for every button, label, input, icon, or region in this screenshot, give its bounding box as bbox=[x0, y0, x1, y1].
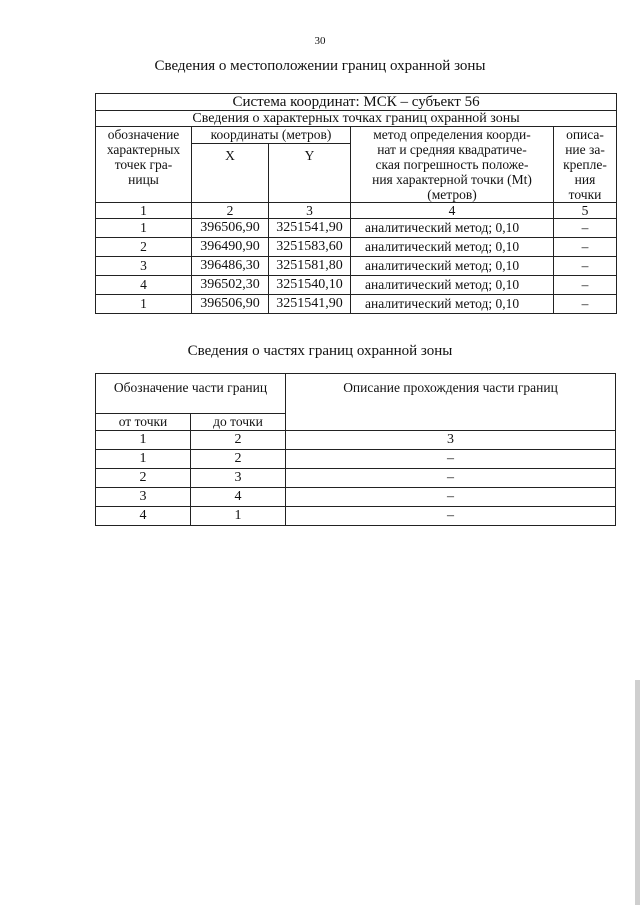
table-row bbox=[96, 219, 617, 238]
header-description: описа- ние за- крепле- ния точки bbox=[554, 127, 617, 203]
column-number: 2 bbox=[192, 203, 269, 219]
x-cell: 396490,90 bbox=[192, 238, 269, 257]
y-cell: 3251583,60 bbox=[269, 238, 351, 257]
section-title-boundaries: Сведения о местоположении границ охранной зоны bbox=[154, 58, 486, 74]
method-cell: аналитический метод; 0,10 bbox=[351, 295, 554, 314]
to-point-cell: 4 bbox=[191, 488, 286, 507]
to-point-cell: 2 bbox=[191, 450, 286, 469]
header-part-designation: Обозначение части границ bbox=[96, 374, 286, 414]
description-cell: – bbox=[554, 219, 617, 238]
y-cell: 3251581,80 bbox=[269, 257, 351, 276]
table-row bbox=[96, 257, 617, 276]
column-number: 3 bbox=[286, 431, 616, 450]
header-method: метод определения коорди- нат и средняя квадратиче- ская погрешность положе- ния характерной точки (Mt) (метров) bbox=[351, 127, 554, 203]
column-number: 4 bbox=[351, 203, 554, 219]
point-cell: 2 bbox=[96, 238, 192, 257]
y-cell: 3251540,10 bbox=[269, 276, 351, 295]
x-cell: 396506,90 bbox=[192, 295, 269, 314]
table-row bbox=[96, 431, 616, 450]
description-cell: – bbox=[554, 295, 617, 314]
table-subtitle: Сведения о характерных точках границ охранной зоны bbox=[96, 111, 617, 127]
description-cell: – bbox=[554, 276, 617, 295]
method-cell: аналитический метод; 0,10 bbox=[351, 238, 554, 257]
header-coordinates: координаты (метров) bbox=[192, 127, 351, 144]
method-cell: аналитический метод; 0,10 bbox=[351, 257, 554, 276]
table-row bbox=[96, 488, 616, 507]
from-point-cell: 4 bbox=[96, 507, 191, 526]
method-cell: аналитический метод; 0,10 bbox=[351, 276, 554, 295]
table-row bbox=[96, 295, 617, 314]
from-point-cell: 1 bbox=[96, 450, 191, 469]
point-cell: 4 bbox=[96, 276, 192, 295]
header-from-point: от точки bbox=[96, 414, 191, 431]
part-description-cell: – bbox=[286, 507, 616, 526]
x-cell: 396502,30 bbox=[192, 276, 269, 295]
table-row bbox=[96, 469, 616, 488]
y-cell: 3251541,90 bbox=[269, 295, 351, 314]
column-number: 2 bbox=[191, 431, 286, 450]
section-title-parts: Сведения о частях границ охранной зоны bbox=[187, 343, 453, 359]
column-number: 1 bbox=[96, 431, 191, 450]
description-cell: – bbox=[554, 238, 617, 257]
point-cell: 3 bbox=[96, 257, 192, 276]
column-number: 5 bbox=[554, 203, 617, 219]
page-number: 30 bbox=[314, 35, 326, 47]
boundary-parts-table bbox=[95, 373, 616, 526]
x-cell: 396506,90 bbox=[192, 219, 269, 238]
part-description-cell: – bbox=[286, 469, 616, 488]
from-point-cell: 3 bbox=[96, 488, 191, 507]
coord-system-label: Система координат: МСК – субъект 56 bbox=[96, 94, 617, 111]
part-description-cell: – bbox=[286, 450, 616, 469]
scan-edge-shadow bbox=[635, 680, 640, 905]
column-number: 3 bbox=[269, 203, 351, 219]
column-number: 1 bbox=[96, 203, 192, 219]
method-cell: аналитический метод; 0,10 bbox=[351, 219, 554, 238]
point-cell: 1 bbox=[96, 219, 192, 238]
part-description-cell: – bbox=[286, 488, 616, 507]
y-cell: 3251541,90 bbox=[269, 219, 351, 238]
from-point-cell: 2 bbox=[96, 469, 191, 488]
header-designation: обозначение характерных точек гра- ницы bbox=[96, 127, 192, 203]
table-row bbox=[96, 276, 617, 295]
point-cell: 1 bbox=[96, 295, 192, 314]
header-y: Y bbox=[269, 143, 351, 202]
header-part-description: Описание прохождения части границ bbox=[286, 374, 616, 431]
description-cell: – bbox=[554, 257, 617, 276]
to-point-cell: 3 bbox=[191, 469, 286, 488]
coordinates-table bbox=[95, 93, 617, 314]
table-row bbox=[96, 507, 616, 526]
to-point-cell: 1 bbox=[191, 507, 286, 526]
x-cell: 396486,30 bbox=[192, 257, 269, 276]
table-row bbox=[96, 450, 616, 469]
header-x: X bbox=[192, 143, 269, 202]
header-to-point: до точки bbox=[191, 414, 286, 431]
table-row bbox=[96, 238, 617, 257]
